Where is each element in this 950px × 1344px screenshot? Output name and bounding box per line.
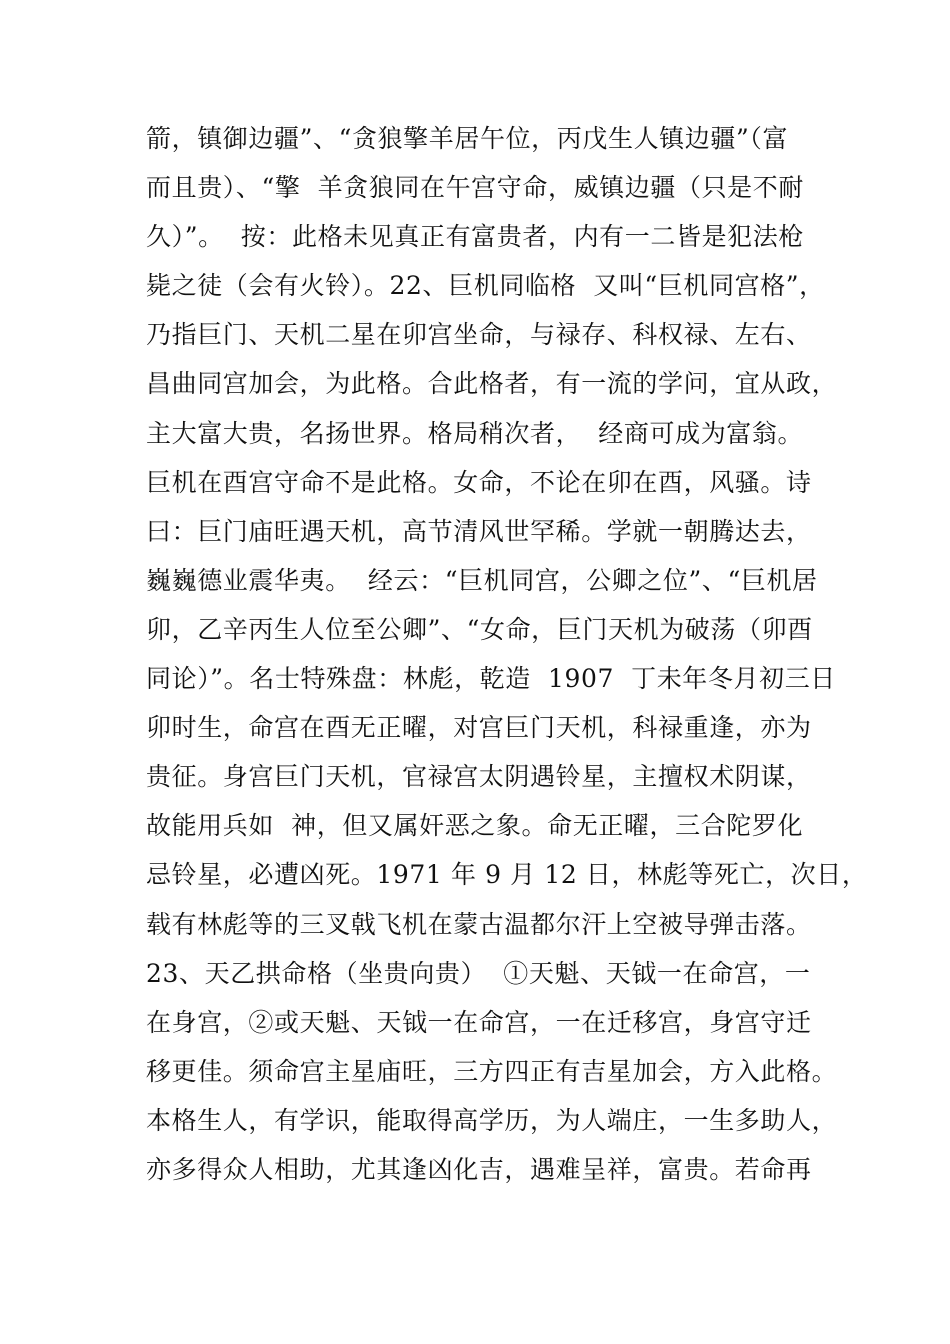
text-line: 故能用兵如 神，但又属奸恶之象。命无正曜，三合陀罗化 <box>146 811 804 841</box>
text-line: 卯，乙辛丙生人位至公卿”、“女命，巨门天机为破荡（卯酉 <box>146 614 813 644</box>
text-line: 巨机在酉宫守命不是此格。女命，不论在卯在酉，风骚。诗 <box>146 467 812 497</box>
text-line: 贵征。身宫巨门天机，官禄宫太阴遇铃星，主擅权术阴谋， <box>146 762 812 792</box>
text-line: 毙之徒（会有火铃）。22、巨机同临格 又叫“巨机同宫格”， <box>146 271 825 301</box>
text-line: 昌曲同宫加会，为此格。合此格者，有一流的学问，宜从政， <box>146 369 838 399</box>
text-line: 箭，镇御边疆”、“贪狼擎羊居午位，丙戊生人镇边疆”（富 <box>146 124 789 153</box>
text-line: 本格生人，有学识，能取得高学历，为人端庄，一生多助人， <box>146 1105 838 1135</box>
text-line: 移更佳。须命宫主星庙旺，三方四正有吉星加会，方入此格。 <box>146 1056 838 1086</box>
text-line: 卯时生，命宫在酉无正曜，对宫巨门天机，科禄重逢，亦为 <box>146 713 812 743</box>
text-line: 久）”。 按：此格未见真正有富贵者，内有一二皆是犯法枪 <box>146 222 804 252</box>
text-line: 忌铃星，必遭凶死。1971 年 9 月 12 日，林彪等死亡，次日， <box>146 860 868 890</box>
text-line: 曰：巨门庙旺遇天机，高节清风世罕稀。学就一朝腾达去， <box>146 516 812 546</box>
text-line: 巍巍德业震华夷。 经云：“巨机同宫，公卿之位”、“巨机居 <box>146 565 818 595</box>
body-text <box>146 114 868 1194</box>
text-line: 亦多得众人相助，尤其逢凶化吉，遇难呈祥，富贵。若命再 <box>146 1154 812 1184</box>
text-line: 在身宫，②或天魁、天钺一在命宫，一在迁移宫，身宫守迁 <box>146 1007 812 1037</box>
text-line: 同论）”。名士特殊盘：林彪，乾造 1907 丁未年冬月初三日 <box>146 664 836 694</box>
text-line: 而且贵）、“擎 羊贪狼同在午宫守命，威镇边疆（只是不耐 <box>146 173 804 203</box>
text-line: 乃指巨门、天机二星在卯宫坐命，与禄存、科权禄、左右、 <box>146 320 812 350</box>
text-line: 23、天乙拱命格（坐贵向贵） ①天魁、天钺一在命宫，一 <box>146 958 811 988</box>
text-line: 载有林彪等的三叉戟飞机在蒙古温都尔汗上空被导弹击落。 <box>146 909 812 939</box>
text-line: 主大富大贵，名扬世界。格局稍次者， 经商可成为富翁。 <box>146 418 804 448</box>
